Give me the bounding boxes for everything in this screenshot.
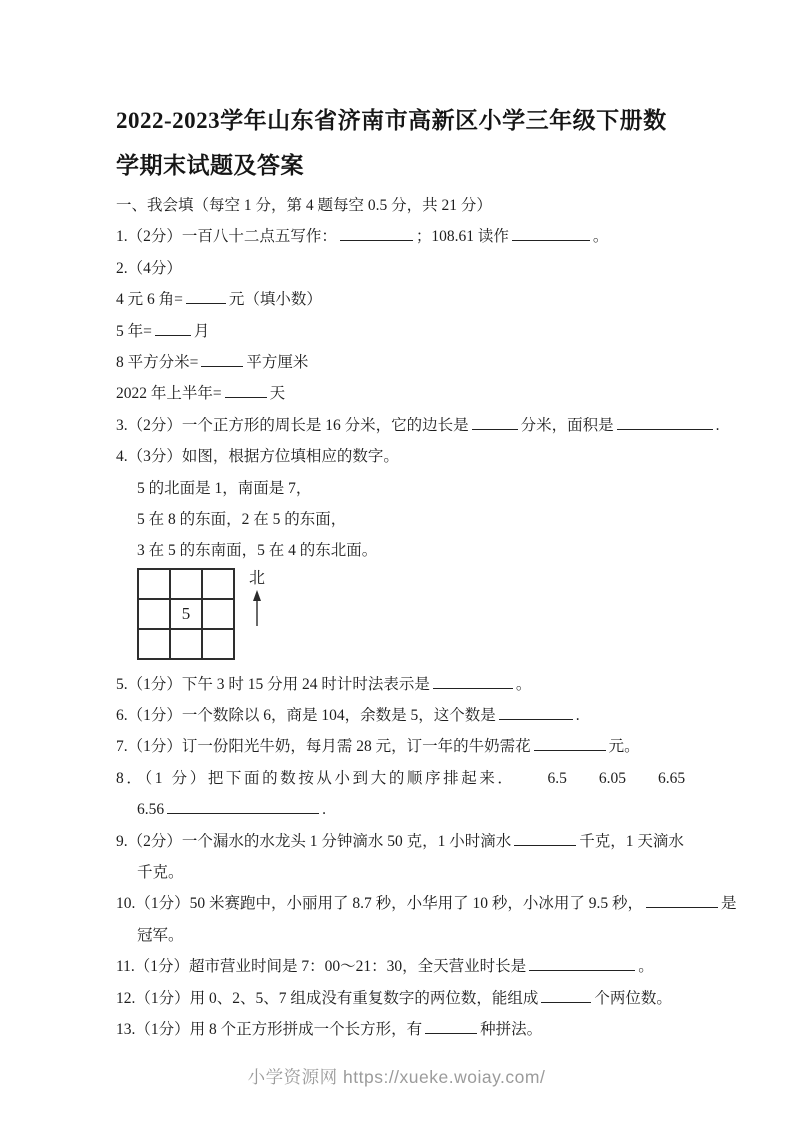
direction-grid [137,568,235,660]
question-7 [116,731,681,762]
question-3-text: 分米，面积是 [520,416,614,434]
answer-blank [529,957,635,971]
answer-blank [201,353,243,367]
question-13 [116,1014,681,1045]
question-12-text: 个两位数。 [594,989,672,1007]
footer [0,1064,793,1089]
answer-blank [472,416,518,430]
question-3-text: 3.（2分）一个正方形的周长是 16 分米，它的边长是 [116,416,469,434]
question-8-line-2 [116,794,681,825]
question-12-text: 12.（1分）用 0、2、5、7 组成没有重复数字的两位数，能组成 [116,989,539,1007]
question-7-text: 7.（1分）订一份阳光牛奶，每月需 28 元，订一年的牛奶需花 [116,738,531,756]
question-4-clue-1: 5 的北面是 1，南面是 7， [137,479,312,497]
north-label: 北 [249,569,266,587]
question-8-number: 6.65 [658,769,686,787]
answer-blank [617,416,713,430]
question-6-text: . [575,707,580,725]
question-4-clue-3: 3 在 5 的东南面，5 在 4 的东北面。 [137,542,378,560]
question-5 [116,669,681,700]
question-5-text: 。 [515,675,532,693]
question-13-text: 种拼法。 [480,1020,543,1038]
question-3 [116,410,720,441]
answer-blank [514,832,576,846]
question-8-number: 6.5 [547,769,567,787]
question-10-text: 10.（1分）50 米赛跑中，小丽用了 8.7 秒，小华用了 10 秒，小冰用了 9.5 秒， [116,895,644,913]
direction-grid-figure [116,568,681,666]
page-title: 2022-2023学年山东省济南市高新区小学三年级下册数学期末试题及答案 [116,108,667,178]
question-8-text: 6.56 [137,801,165,819]
section-heading: 一、我会填（每空 1 分，第 4 题每空 0.5 分，共 21 分） [116,197,492,214]
question-8 [116,763,686,794]
answer-blank [155,322,191,336]
document-content [116,98,737,1045]
question-11-text: 。 [638,958,654,976]
question-1-text: ；108.61 读作 [415,228,509,246]
question-11 [116,951,681,982]
item-text: 4 元 6 角= [116,291,183,309]
question-5-text: 5.（1分）下午 3 时 15 分用 24 时计时法表示是 [116,675,430,693]
grid-cell [170,629,202,659]
grid-cell [138,599,170,629]
question-10-text: 是 [721,895,737,913]
answer-blank [433,675,513,689]
item-text: 元（填小数） [228,291,322,309]
question-8-text: 8．（1 分）把下面的数按从小到大的顺序排起来． [116,769,516,787]
grid-cell [138,629,170,659]
grid-cell [138,569,170,599]
question-3-text: . [715,416,720,434]
answer-blank [186,290,226,304]
grid-cell [170,569,202,599]
question-10 [116,888,737,919]
footer-link[interactable]: 小学资源网 https://xueke.woiay.com/ [247,1067,546,1087]
item-text: 5 年= [116,322,152,340]
question-2-item-2 [116,316,681,347]
answer-blank [340,227,413,241]
grid-cell [202,569,234,599]
question-1-text: 1.（2分）一百八十二点五写作： [116,228,337,246]
answer-blank [425,1020,477,1034]
grid-row [138,629,234,659]
item-text: 平方厘米 [246,353,309,371]
question-8-text: . [322,801,326,819]
grid-row [138,599,234,629]
question-13-text: 13.（1分）用 8 个正方形拼成一个长方形，有 [116,1020,423,1038]
answer-blank [541,989,591,1003]
grid-row [138,569,234,599]
answer-blank [534,737,606,751]
question-6-text: 6.（1分）一个数除以 6，商是 104，余数是 5，这个数是 [116,707,496,725]
north-indicator [249,568,265,626]
question-2: 2.（4分） [116,259,182,277]
question-9-line-2: 千克。 [137,864,184,882]
item-text: 8 平方分米= [116,353,199,371]
item-text: 2022 年上半年= [116,385,222,403]
answer-blank [225,384,267,398]
item-text: 月 [193,322,210,340]
question-2-item-3 [116,347,681,378]
grid-cell-center: 5 [170,599,202,629]
question-2-item-1 [116,284,681,315]
question-10-line-2: 冠军。 [137,926,184,944]
question-4: 4.（3分）如图，根据方位填相应的数字。 [116,448,399,466]
question-11-text: 11.（1分）超市营业时间是 7：00～21：30，全天营业时长是 [116,958,527,976]
question-9 [116,826,684,857]
grid-cell [202,629,234,659]
question-2-item-4 [116,378,681,409]
answer-blank [499,706,573,720]
question-9-text: 千克，1 天滴水 [579,832,684,850]
answer-blank [512,227,590,241]
question-12 [116,983,681,1014]
question-1 [116,221,681,252]
question-8-number: 6.05 [598,769,627,787]
north-arrow-icon [250,590,264,626]
answer-blank [646,894,718,908]
question-9-text: 9.（2分）一个漏水的水龙头 1 分钟滴水 50 克，1 小时滴水 [116,832,512,850]
answer-blank [167,800,319,814]
question-4-clue-2: 5 在 8 的东面，2 在 5 的东面， [137,510,347,528]
question-7-text: 元。 [608,738,640,756]
question-6 [116,700,681,731]
item-text: 天 [269,385,286,403]
question-1-text: 。 [592,228,609,246]
grid-cell [202,599,234,629]
